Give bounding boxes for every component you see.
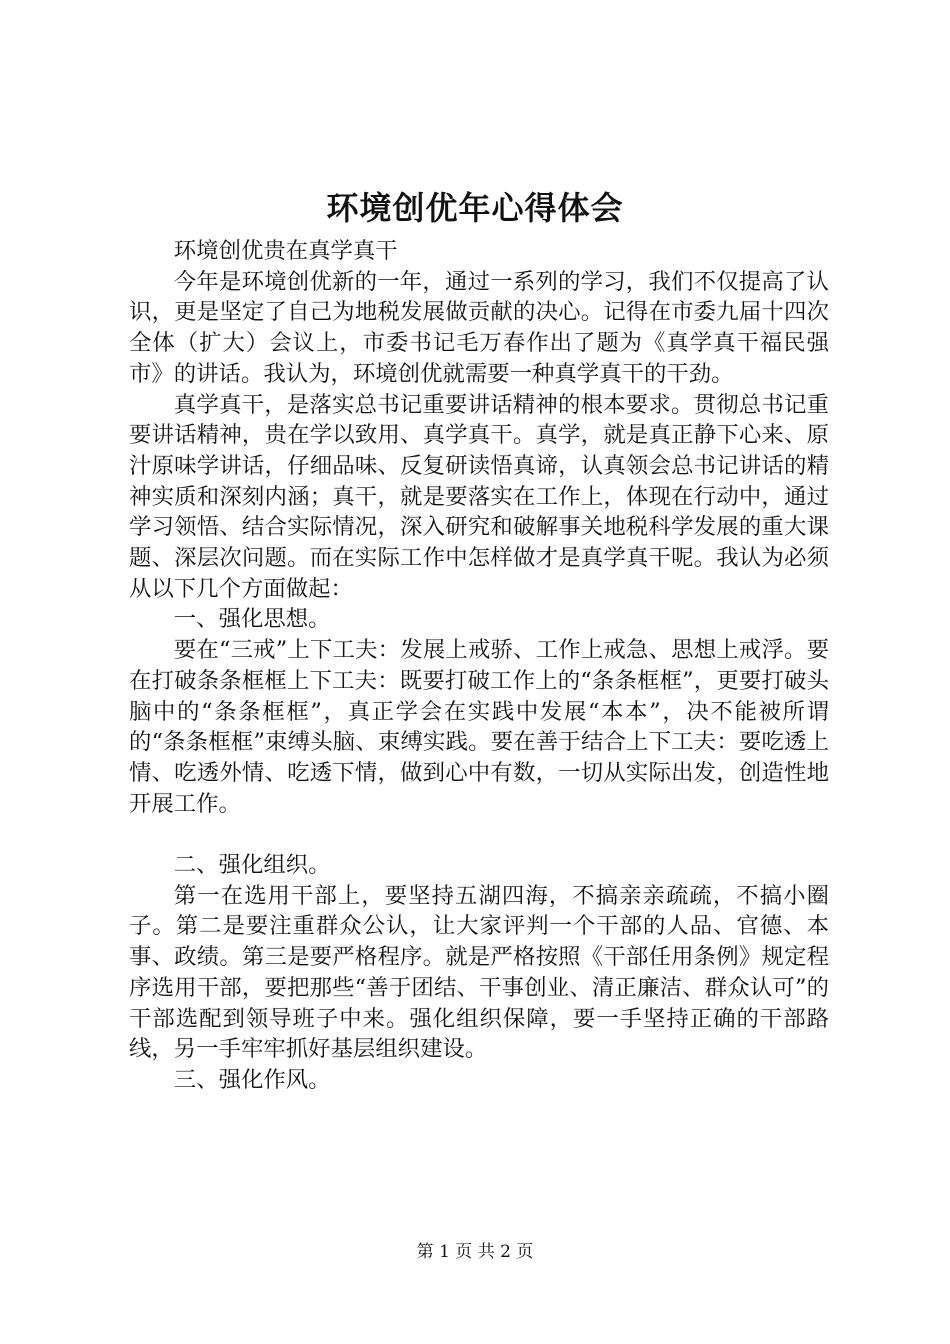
paragraph-intro: 今年是环境创优新的一年，通过一系列的学习，我们不仅提高了认识，更是坚定了自己为地税发展做贡献的决心。记得在市委九届十四次全体（扩大）会议上，市委书记毛万春作出了题为《真学真干福民强市》的讲话。我认为，环境创优就需要一种真学真干的干劲。 bbox=[129, 268, 829, 387]
document-body bbox=[129, 236, 829, 1096]
section-heading-style: 三、强化作风。 bbox=[173, 1066, 331, 1093]
paragraph-subtitle: 环境创优贵在真学真干 bbox=[173, 238, 398, 264]
document-title: 环境创优年心得体会 bbox=[326, 189, 624, 227]
section-heading-organization: 二、强化组织。 bbox=[173, 852, 331, 879]
blank-line bbox=[129, 819, 829, 850]
section-heading-thought: 一、强化思想。 bbox=[173, 606, 331, 633]
paragraph-organization: 第一在选用干部上，要坚持五湖四海，不搞亲亲疏疏，不搞小圈子。第二是要注重群众公认，让大家评判一个干部的人品、官德、本事、政绩。第三是要严格程序。就是严格按照《干部任用条例》规定程序选用干部，要把那些“善于团结、干事创业、清正廉洁、群众认可”的干部选配到领导班子中来。强化组织保障，要一手坚持正确的干部路线，另一手牢牢抓好基层组织建设。 bbox=[129, 882, 829, 1063]
page-footer: 第 1 页 共 2 页 bbox=[416, 1242, 534, 1262]
paragraph-thought: 要在“三戒”上下工夫：发展上戒骄、工作上戒急、思想上戒浮。要在打破条条框框上下工夫：既要打破工作上的“条条框框”，更要打破头脑中的“条条框框”，真正学会在实践中发展“本本”，决不能被所谓的“条条框框”束缚头脑、束缚实践。要在善于结合上下工夫：要吃透上情、吃透外情、吃透下情，做到心中有数，一切从实际出发，创造性地开展工作。 bbox=[129, 637, 829, 817]
paragraph-true-learning: 真学真干，是落实总书记重要讲话精神的根本要求。贯彻总书记重要讲话精神，贵在学以致用、真学真干。真学，就是真正静下心来、原汁原味学讲话，仔细品味、反复研读悟真谛，认真领会总书记讲话的精神实质和深刻内涵；真干，就是要落实在工作上，体现在行动中，通过学习领悟、结合实际情况，深入研究和破解事关地税科学发展的重大课题、深层次问题。而在实际工作中怎样做才是真学真干呢。我认为必须从以下几个方面做起： bbox=[129, 391, 829, 602]
